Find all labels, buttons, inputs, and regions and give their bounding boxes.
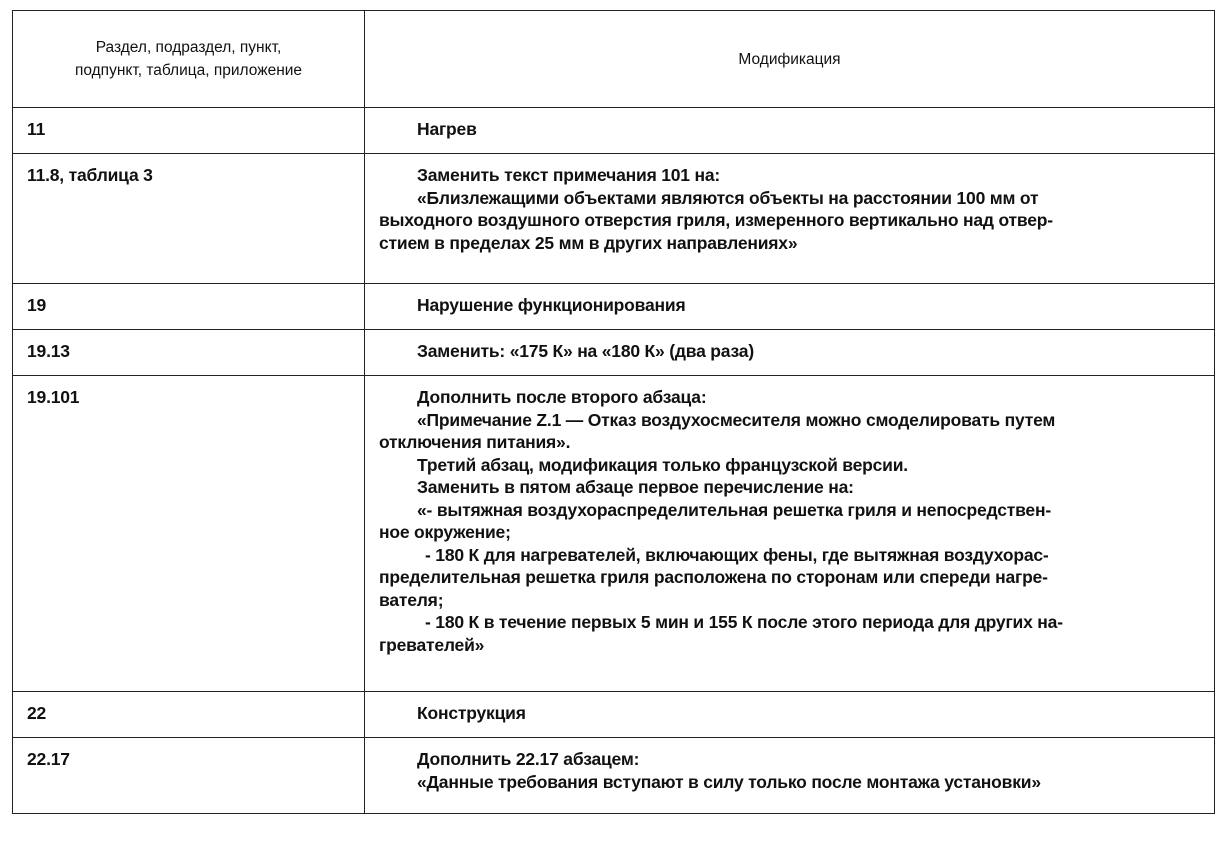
row-line: Нарушение функционирования — [417, 295, 686, 315]
row-section-cell: 22 — [13, 692, 365, 738]
modification-table — [12, 10, 1215, 814]
table-header-row — [13, 11, 1215, 108]
row-line: Дополнить после второго абзаца: — [417, 387, 707, 407]
row-modification-cell — [365, 376, 1215, 692]
row-section-cell: 19.13 — [13, 330, 365, 376]
row-line: Заменить: «175 К» на «180 К» (два раза) — [417, 341, 754, 361]
row-modification-cell — [365, 738, 1215, 814]
row-line: Дополнить 22.17 абзацем: — [417, 749, 640, 769]
row-section-cell: 11 — [13, 108, 365, 154]
header-col1-line: подпункт, таблица, приложение — [74, 62, 303, 79]
header-col1-line: Раздел, подраздел, пункт, — [95, 39, 282, 56]
table-row — [13, 154, 1215, 284]
row-line: вателя; — [379, 589, 444, 610]
row-line: Заменить в пятом абзаце первое перечисление на: — [417, 477, 854, 497]
row-section-cell: 11.8, таблица 3 — [13, 154, 365, 284]
header-modification-column: Модификация — [365, 11, 1215, 108]
row-line: пределительная решетка гриля расположена по сторонам или спереди нагре- — [379, 567, 1048, 587]
row-section-cell: 19.101 — [13, 376, 365, 692]
row-line: Нагрев — [417, 119, 477, 139]
row-section-cell: 22.17 — [13, 738, 365, 814]
row-line: Заменить текст примечания 101 на: — [417, 165, 721, 185]
row-line: - 180 К для нагревателей, включающих фены, где вытяжная воздухорас- — [425, 544, 1049, 565]
row-line: отключения питания». — [379, 432, 571, 452]
row-modification-cell — [365, 154, 1215, 284]
row-line: «Близлежащими объектами являются объекты на расстоянии 100 мм от — [417, 187, 1039, 208]
row-line: «Данные требования вступают в силу только после монтажа установки» — [417, 771, 1041, 792]
row-modification-cell — [365, 284, 1215, 330]
row-line: стием в пределах 25 мм в других направлениях» — [379, 232, 798, 253]
table-row — [13, 738, 1215, 814]
table-row — [13, 376, 1215, 692]
row-line: Конструкция — [417, 703, 526, 723]
row-modification-cell — [365, 108, 1215, 154]
table-row — [13, 692, 1215, 738]
row-section-cell: 19 — [13, 284, 365, 330]
row-line: выходного воздушного отверстия гриля, измеренного вертикально над отвер- — [379, 210, 1053, 230]
row-line: - 180 К в течение первых 5 мин и 155 К после этого периода для других на- — [425, 612, 1063, 632]
row-line: гревателей» — [379, 634, 485, 655]
row-line: «- вытяжная воздухораспределительная решетка гриля и непосредствен- — [417, 499, 1051, 520]
row-modification-cell — [365, 330, 1215, 376]
row-line: ное окружение; — [379, 522, 511, 542]
row-line: «Примечание Z.1 — Отказ воздухосмесителя можно смоделировать путем — [417, 409, 1056, 430]
header-section-column — [13, 11, 365, 108]
table-row — [13, 284, 1215, 330]
table-row — [13, 108, 1215, 154]
row-modification-cell — [365, 692, 1215, 738]
table-row — [13, 330, 1215, 376]
row-line: Третий абзац, модификация только французской версии. — [417, 454, 908, 475]
